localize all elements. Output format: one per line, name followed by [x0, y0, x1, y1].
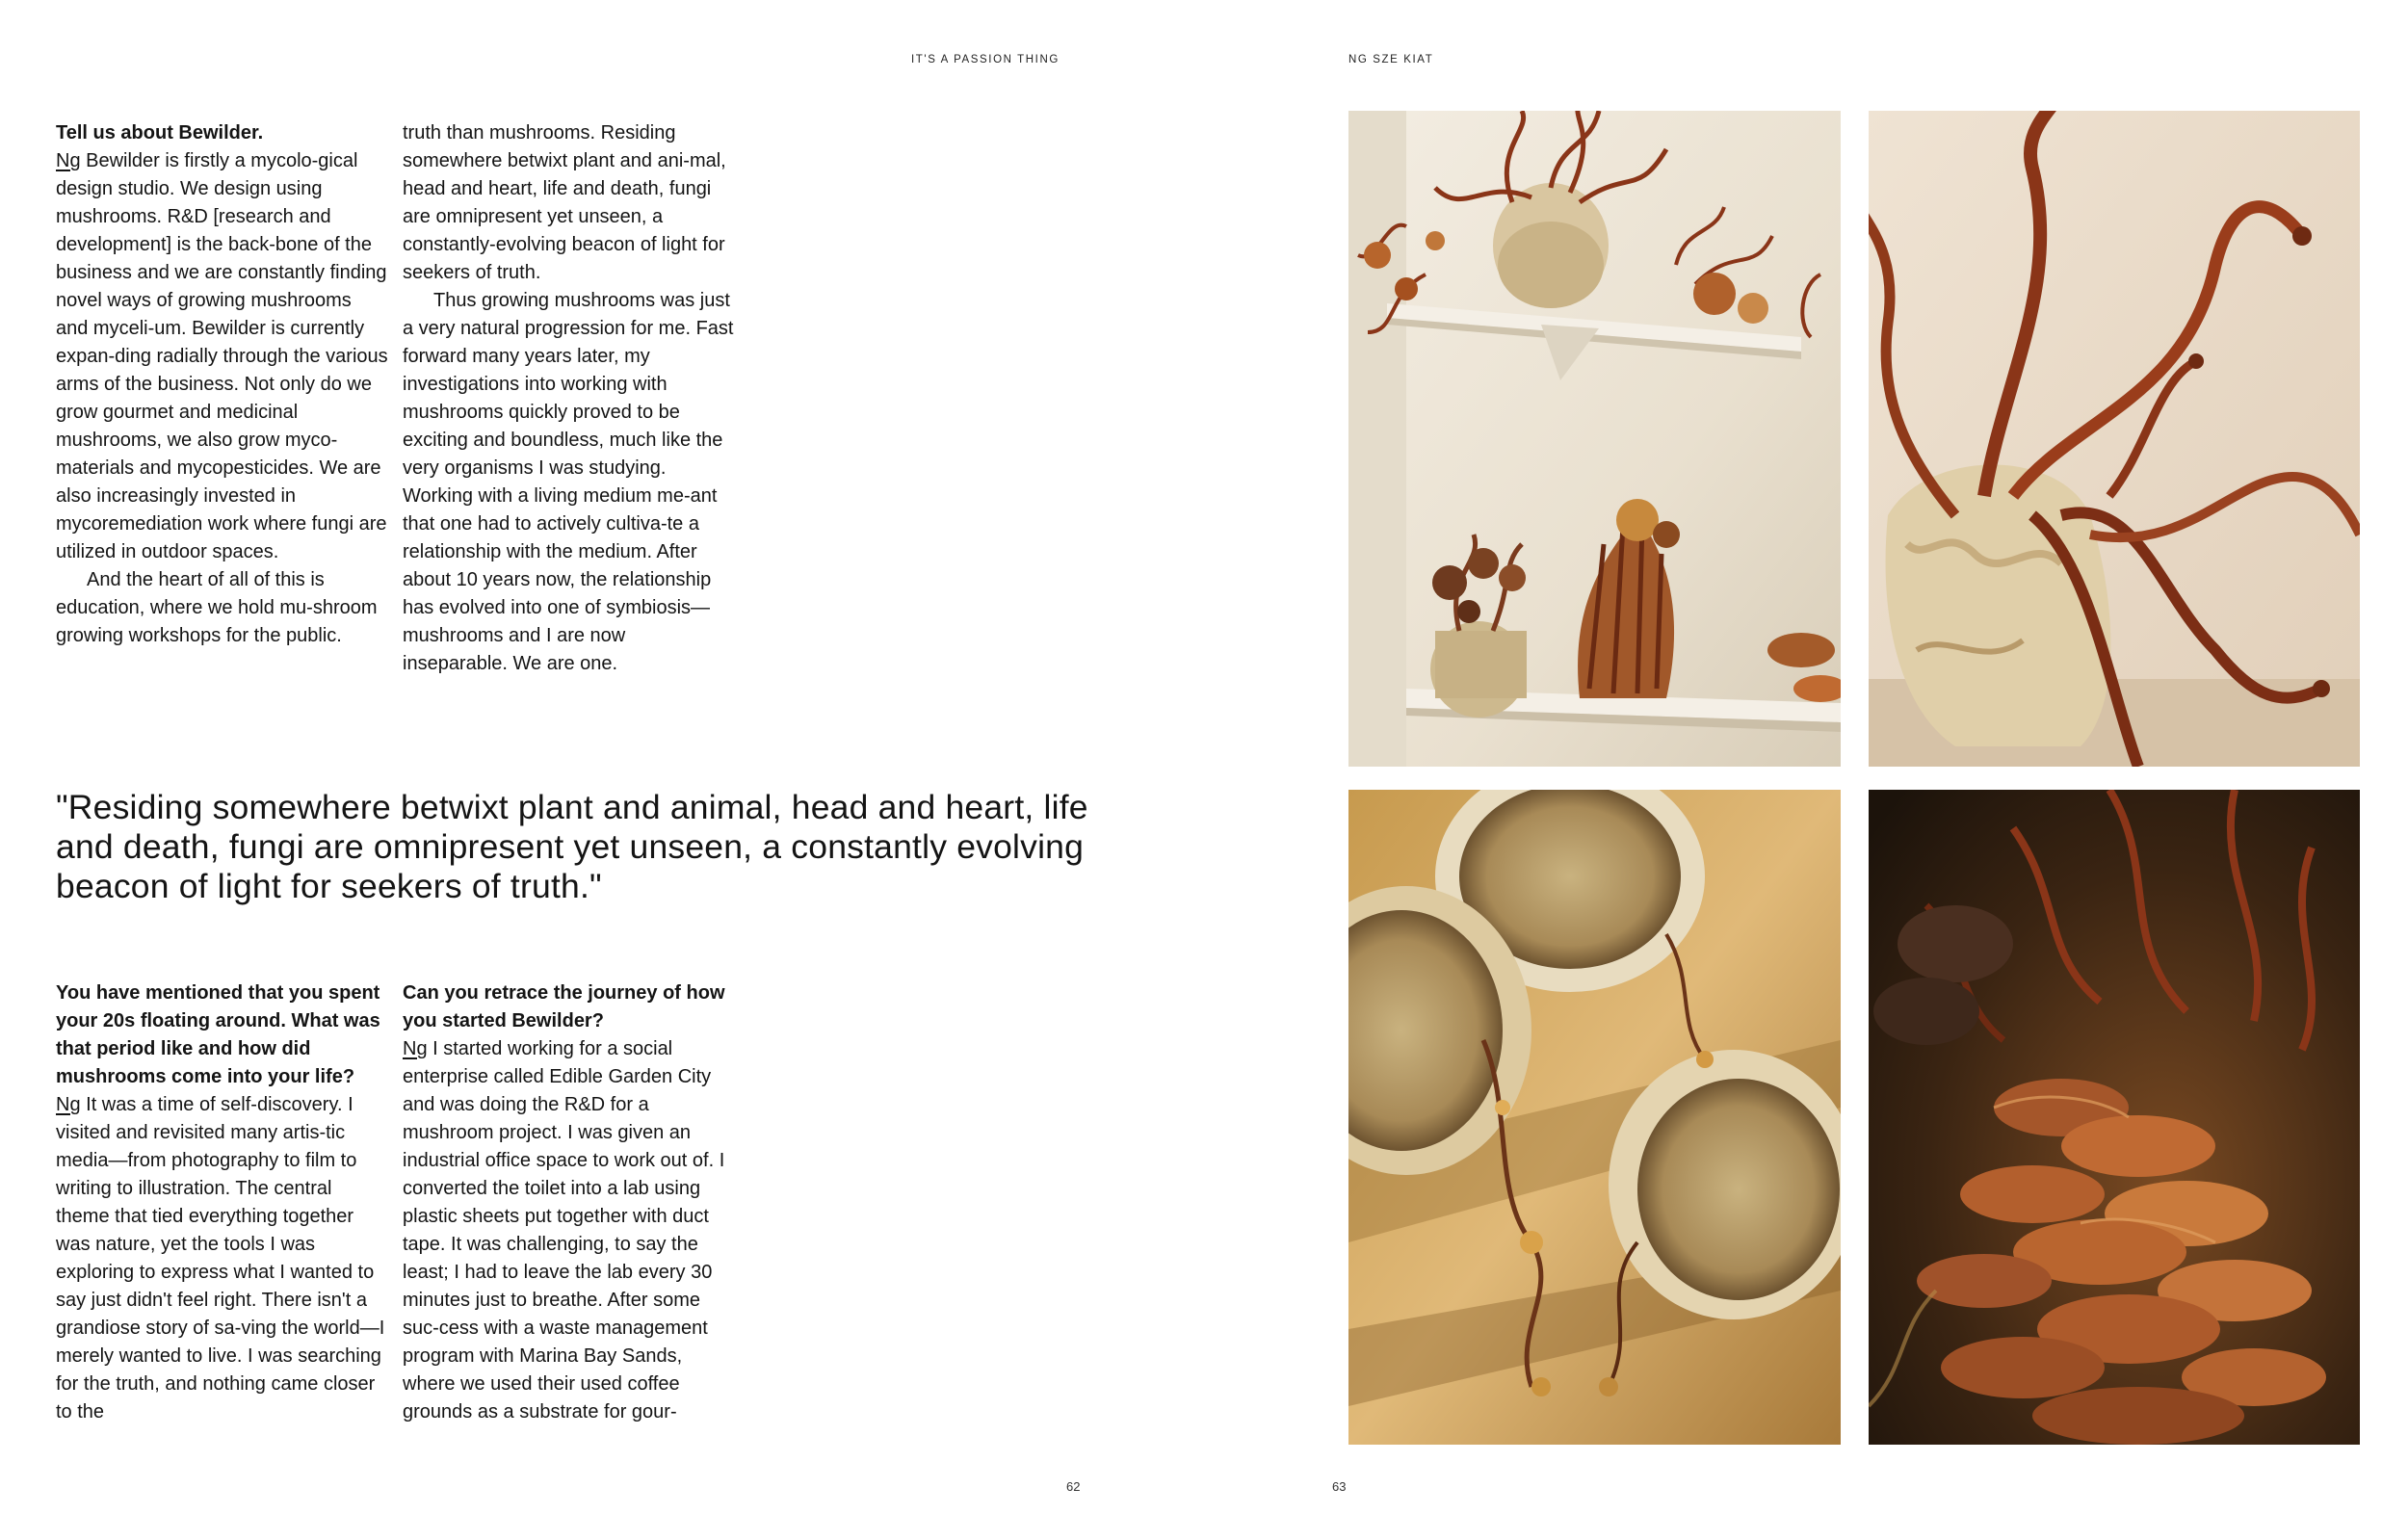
right-running-head: NG SZE KIAT — [1348, 54, 1434, 65]
right-page — [1204, 0, 2408, 1540]
answer-journey — [403, 1035, 735, 1426]
answer-text: It was a time of self-discovery. I visited and revisited many artis-tic media—from photography to film to writing to illustration. The central theme that tied everything together was nature, yet the tools I was exploring to express what I wanted to say just didn't feel right. There isn't a grandiose story of sa-ving the world—I merely wanted to live. I was searching for the truth, and nothing came closer to the — [56, 1094, 385, 1423]
question-journey: Can you retrace the journey of how you started Bewilder? — [403, 982, 725, 1031]
photo-reishi-cluster — [1869, 790, 2360, 1445]
right-page-number: 63 — [1332, 1479, 1347, 1494]
answer-text: I started working for a social enterprise called Edible Garden City and was doing the R&D for a mushroom project. I was given an industrial office space to work out of. I converted the toilet into a lab using plastic sheets put together with duct tape. It was challenging, to say the least; I had to leave the lab every 30 minutes just to breathe. After some suc-cess with a waste management program with Marina Bay Sands, where we used their used coffee grounds as a substrate for gour- — [403, 1038, 725, 1423]
speaker-label: Ng — [403, 1038, 428, 1059]
column-1-top — [56, 119, 388, 650]
answer-paragraph: Thus growing mushrooms was just a very natural progression for me. Fast forward many years later, my investigations into working with mushrooms quickly proved to be exciting and boundless, much like the very organisms I was studying. Working with a living medium me-ant that one had to actively cultiva-te a relationship with the medium. After about 10 years now, the relationship has evolved into one of symbiosis—mushrooms and I are now inseparable. We are one. — [403, 290, 734, 674]
pull-quote: "Residing somewhere betwixt plant and animal, head and heart, life and death, fungi are omnipresent yet unseen, a constantly evolving beacon of light for seekers of truth." — [56, 788, 1088, 905]
photo-reishi-antlers — [1869, 111, 2360, 767]
answer-text: Bewilder is firstly a mycolo-gical design studio. We design using mushrooms. R&D [research and development] is the back-bone of the business and we are constantly finding novel ways of growing mushrooms and myceli-um. Bewilder is currently expan-ding radially through the various arms of the business. Not only do we grow gourmet and medicinal mushrooms, we also grow myco-materials and mycopesticides. We are also increasingly invested in mycoremediation work where fungi are utilized in outdoor spaces. — [56, 150, 388, 562]
column-2-top — [403, 119, 735, 678]
column-1-bottom — [56, 979, 388, 1426]
question-about-bewilder: Tell us about Bewilder. — [56, 122, 264, 144]
answer-about-bewilder — [56, 147, 388, 566]
photo-pots-with-mycelium — [1348, 790, 1841, 1445]
photo-shelves-with-mushrooms — [1348, 111, 1841, 767]
answer-paragraph: truth than mushrooms. Residing somewhere betwixt plant and ani-mal, head and heart, life and death, fungi are omnipresent yet unseen, a constantly-evolving beacon of light for seekers of truth. — [403, 122, 726, 283]
column-2-bottom — [403, 979, 735, 1426]
speaker-label: Ng — [56, 150, 81, 171]
speaker-label: Ng — [56, 1094, 81, 1115]
left-page-number: 62 — [1066, 1479, 1081, 1494]
question-twenties: You have mentioned that you spent your 20s floating around. What was that period like and how did mushrooms come into your life? — [56, 982, 380, 1087]
answer-paragraph: And the heart of all of this is education, where we hold mu-shroom growing workshops for the public. — [56, 569, 378, 646]
answer-twenties — [56, 1091, 388, 1426]
left-running-head: IT'S A PASSION THING — [911, 54, 1060, 65]
